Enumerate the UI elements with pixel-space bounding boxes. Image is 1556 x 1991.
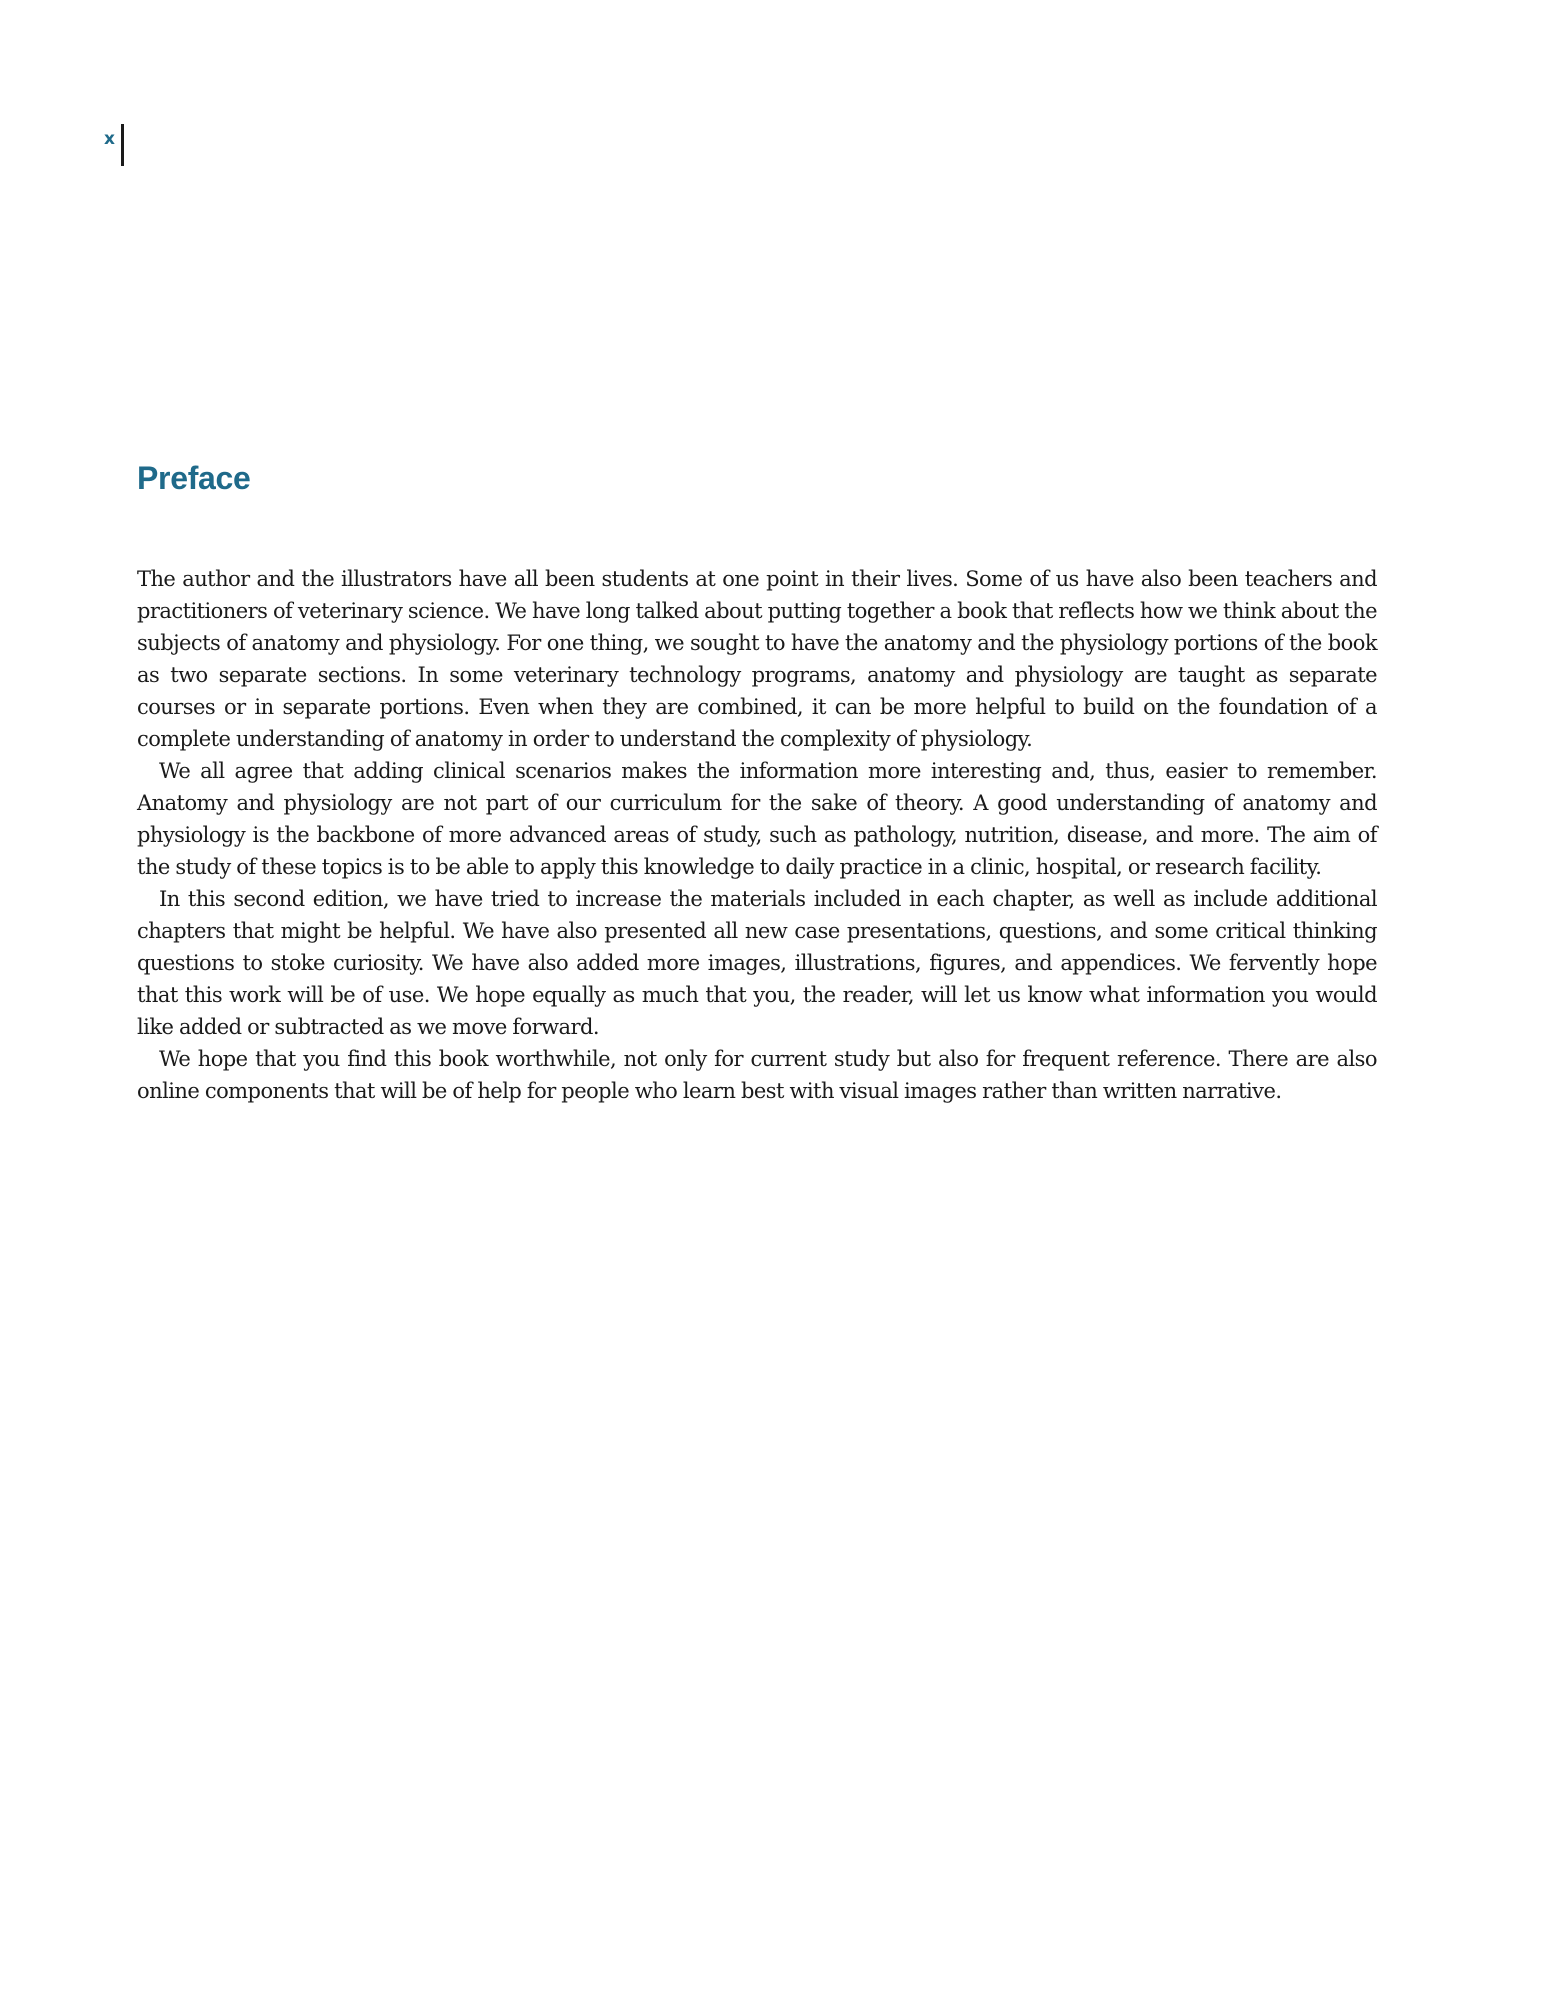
paragraph: We hope that you find this book worthwhile, not only for current study but also for frequent reference. There are also online components that will be of help for people who learn best with visual images rather than written narrative. <box>137 1047 1377 1103</box>
page-number: x <box>104 129 115 149</box>
preface-body <box>137 563 1377 1107</box>
paragraph: In this second edition, we have tried to increase the materials included in each chapter, as well as include additional chapters that might be helpful. We have also presented all new case presentations, questions, and some critical thinking questions to stoke curiosity. We have also added more images, illustrations, figures, and appendices. We fervently hope that this work will be of use. We hope equally as much that you, the reader, will let us know what information you would like added or subtracted as we move forward. <box>137 887 1377 1039</box>
folio-rule <box>121 124 124 166</box>
page-folio <box>104 124 124 166</box>
paragraph: The author and the illustrators have all been students at one point in their lives. Some of us have also been teachers and practitioners of veterinary science. We have long talked about putting together a book that reflects how we think about the subjects of anatomy and physiology. For one thing, we sought to have the anatomy and the physiology portions of the book as two separate sections. In some veterinary technology programs, anatomy and physiology are taught as separate courses or in separate portions. Even when they are combined, it can be more helpful to build on the foundation of a complete understanding of anatomy in order to understand the complexity of physiology. <box>137 567 1377 751</box>
section-heading: Preface <box>137 460 251 496</box>
paragraph: We all agree that adding clinical scenarios makes the information more interesting and, thus, easier to remember. Anatomy and physiology are not part of our curriculum for the sake of theory. A good understanding of anatomy and physiology is the backbone of more advanced areas of study, such as pathology, nutrition, disease, and more. The aim of the study of these topics is to be able to apply this knowledge to daily practice in a clinic, hospital, or research facility. <box>137 759 1377 879</box>
